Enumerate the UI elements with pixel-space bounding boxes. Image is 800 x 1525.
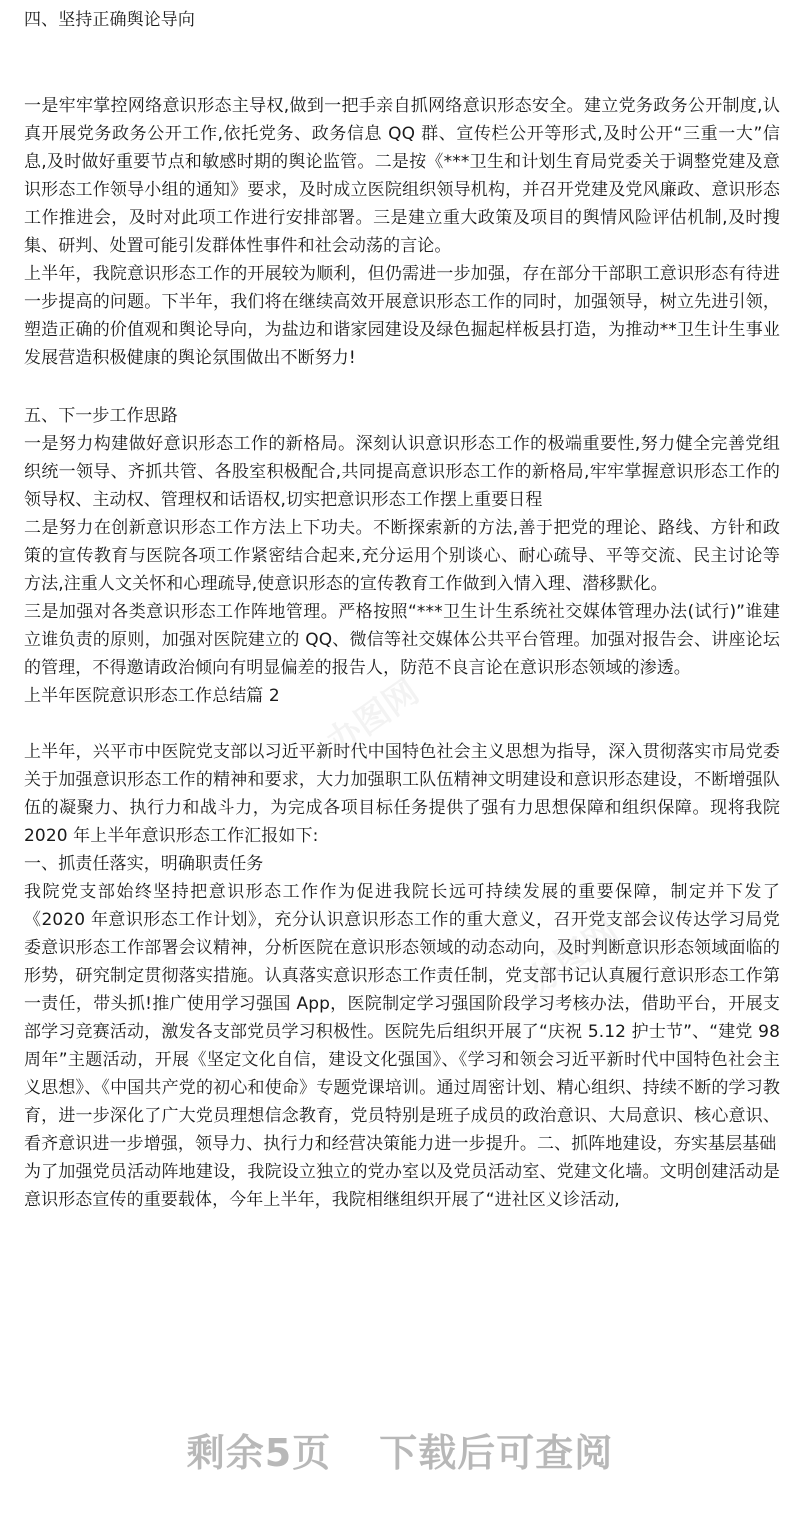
paragraph-3: 一是努力构建做好意识形态工作的新格局。深刻认识意识形态工作的极端重要性,努力健全完善党组织统一领导、齐抓共管、各股室积极配合,共同提高意识形态工作的新格局,牢牢掌握意识形态工作的领导权、主动权、管理权和话语权,切实把意识形态工作摆上重要日程 <box>24 434 780 510</box>
spacer <box>24 34 780 92</box>
paragraph-5: 三是加强对各类意识形态工作阵地管理。严格按照“***卫生计生系统社交媒体管理办法(试行)”谁建立谁负责的原则，加强对医院建立的 QQ、微信等社交媒体公共平台管理。加强对报告会、讲座论坛的管理，不得邀请政治倾向有明显偏差的报告人，防范不良言论在意识形态领域的渗透。 <box>24 602 780 678</box>
paragraph-1: 一是牢牢掌控网络意识形态主导权,做到一把手亲自抓网络意识形态安全。建立党务政务公开制度,认真开展党务政务公开工作,依托党务、政务信息 QQ 群、宣传栏公开等形式,及时公开“三重一大”信息,及时做好重要节点和敏感时期的舆论监管。二是按《***卫生和计划生育局党委关于调整党建及意识形态工作领导小组的通知》要求，及时成立医院组织领导机构，并召开党建及党风廉政、意识形态工作推进会，及时对此项工作进行安排部署。三是建立重大政策及项目的舆情风险评估机制,及时搜集、研判、处置可能引发群体性事件和社会动荡的言论。 <box>24 96 780 256</box>
paragraph-8: 为了加强党员活动阵地建设，我院设立独立的党办室以及党员活动室、党建文化墙。文明创建活动是意识形态宣传的重要载体，今年上半年，我院相继组织开展了“进社区义诊活动, <box>24 1162 780 1210</box>
document-body <box>24 6 780 1214</box>
part-2-title: 上半年医院意识形态工作总结篇 2 <box>24 686 280 706</box>
download-hint-text: 下载后可查阅 <box>379 1431 614 1475</box>
paragraph-2: 上半年，我院意识形态工作的开展较为顺利，但仍需进一步加强，存在部分干部职工意识形态有待进一步提高的问题。下半年，我们将在继续高效开展意识形态工作的同时，加强领导，树立先进引领，塑造正确的价值观和舆论导向，为盐边和谐家园建设及绿色掘起样板县打造，为推动**卫生计生事业发展营造积极健康的舆论氛围做出不断努力! <box>24 264 780 368</box>
spacer <box>24 710 780 738</box>
paragraph-7: 我院党支部始终坚持把意识形态工作作为促进我院长远可持续发展的重要保障，制定并下发了《2020 年意识形态工作计划》，充分认识意识形态工作的重大意义，召开党支部会议传达学习局党委意识形态工作部署会议精神，分析医院在意识形态领域的动态动向，及时判断意识形态领域面临的形势，研究制定贯彻落实措施。认真落实意识形态工作责任制，党支部书记认真履行意识形态工作第一责任，带头抓!推广使用学习强国 App，医院制定学习强国阶段学习考核办法，借助平台，开展支部学习竞赛活动，激发各支部党员学习积极性。医院先后组织开展了“庆祝 5.12 护士节”、“建党 98 周年”主题活动，开展《坚定文化自信，建设文化强国》、《学习和领会习近平新时代中国特色社会主义思想》、《中国共产党的初心和使命》专题党课培训。通过周密计划、精心组织、持续不断的学习教育，进一步深化了广大党员理想信念教育，党员特别是班子成员的政治意识、大局意识、核心意识、看齐意识进一步增强，领导力、执行力和经营决策能力进一步提升。二、抓阵地建设，夯实基层基础 <box>24 882 780 1154</box>
spacer <box>24 372 780 402</box>
watermark: 办图网 <box>519 911 627 1004</box>
subheading-1: 一、抓责任落实，明确职责任务 <box>24 854 264 874</box>
section-4-heading: 四、坚持正确舆论导向 <box>24 10 195 30</box>
download-banner[interactable] <box>0 1422 800 1478</box>
watermark: 办图网 <box>319 671 427 764</box>
paragraph-4: 二是努力在创新意识形态工作方法上下功夫。不断探索新的方法,善于把党的理论、路线、方针和政策的宣传教育与医院各项工作紧密结合起来,充分运用个别谈心、耐心疏导、平等交流、民主讨论等方法,注重人文关怀和心理疏导,使意识形态的宣传教育工作做到入情入理、潜移默化。 <box>24 518 780 594</box>
paragraph-6: 上半年，兴平市中医院党支部以习近平新时代中国特色社会主义思想为指导，深入贯彻落实市局党委关于加强意识形态工作的精神和要求，大力加强职工队伍精神文明建设和意识形态建设，不断增强队伍的凝聚力、执行力和战斗力，为完成各项目标任务提供了强有力思想保障和组织保障。现将我院 2020 年上半年意识形态工作汇报如下: <box>24 742 780 846</box>
remaining-pages-text: 剩余5页 <box>186 1431 332 1475</box>
section-5-heading: 五、下一步工作思路 <box>24 406 178 426</box>
